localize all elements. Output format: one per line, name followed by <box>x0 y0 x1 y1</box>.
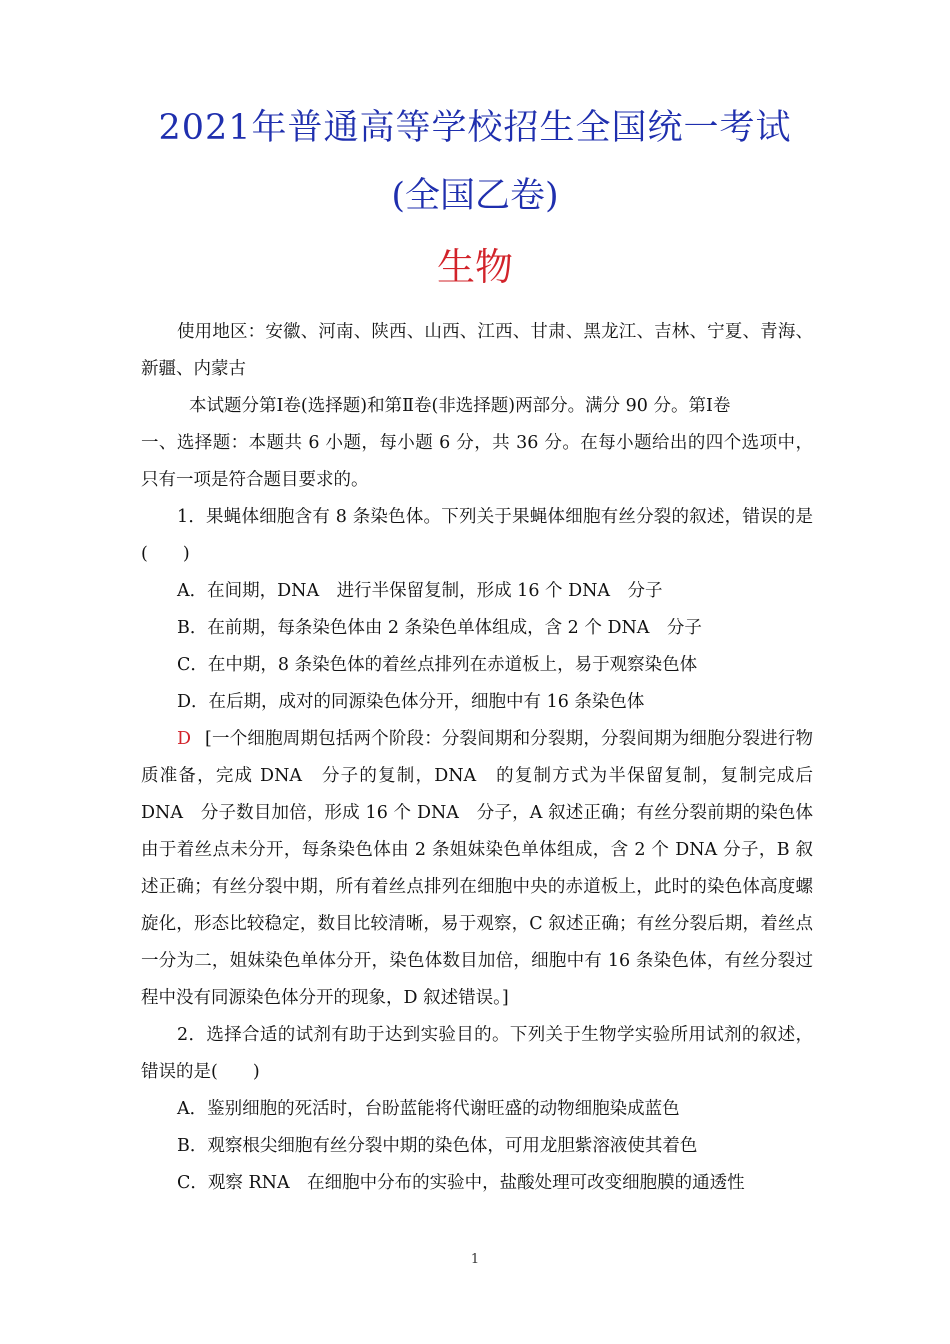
document-body <box>141 314 813 1202</box>
subject-title: 生物 <box>436 245 513 289</box>
question-1-option-d: D．在后期，成对的同源染色体分开，细胞中有 16 条染色体 <box>177 692 645 712</box>
question-1-answer-block <box>141 721 813 1017</box>
question-1-option-b: B．在前期，每条染色体由 2 条染色单体组成，含 2 个 DNA 分子 <box>177 618 702 638</box>
question-1-option-c: C．在中期，8 条染色体的着丝点排列在赤道板上，易于观察染色体 <box>177 655 698 675</box>
question-2-stem: 2．选择合适的试剂有助于达到实验目的。下列关于生物学实验所用试剂的叙述，错误的是( ) <box>141 1025 813 1082</box>
document-subtitle: (全国乙卷) <box>391 176 559 216</box>
question-1-option-a: A．在间期，DNA 进行半保留复制，形成 16 个 DNA 分子 <box>177 581 663 601</box>
question-1-explanation: [一个细胞周期包括两个阶段：分裂间期和分裂期，分裂间期为细胞分裂进行物质准备，完成 DNA 分子的复制，DNA 的复制方式为半保留复制，复制完成后 DNA 分子数目加倍，形成 16 个 DNA 分子，A 叙述正确；有丝分裂前期的染色体由于着丝点未分开，每条染色体由 2 条姐妹染色单体组成，含 2 个 DNA 分子，B 叙述正确；有丝分裂中期，所有着丝点排列在细胞中央的赤道板上，此时的染色体高度螺旋化，形态比较稳定，数目比较清晰，易于观察，C 叙述正确；有丝分裂后期，着丝点一分为二，姐妹染色单体分开，染色体数目加倍，细胞中有 16 条染色体，有丝分裂过程中没有同源染色体分开的现象，D 叙述错误。] <box>141 729 813 1008</box>
question-1-answer: D <box>177 729 192 749</box>
document-title: 2021年普通高等学校招生全国统一考试 <box>158 108 792 148</box>
page-number: 1 <box>470 1252 480 1267</box>
question-2-option-b: B．观察根尖细胞有丝分裂中期的染色体，可用龙胆紫溶液使其着色 <box>177 1136 698 1156</box>
section-heading: 一、选择题：本题共 6 小题，每小题 6 分，共 36 分。在每小题给出的四个选项中，只有一项是符合题目要求的。 <box>141 433 813 490</box>
question-1-stem: 1．果蝇体细胞含有 8 条染色体。下列关于果蝇体细胞有丝分裂的叙述，错误的是( ) <box>141 507 813 564</box>
regions-text: 使用地区：安徽、河南、陕西、山西、江西、甘肃、黑龙江、吉林、宁夏、青海、新疆、内蒙古 <box>141 322 813 379</box>
question-2-option-c: C．观察 RNA 在细胞中分布的实验中，盐酸处理可改变细胞膜的通透性 <box>177 1173 745 1193</box>
question-2-option-a: A．鉴别细胞的死活时，台盼蓝能将代谢旺盛的动物细胞染成蓝色 <box>177 1099 680 1119</box>
structure-text: 本试题分第Ⅰ卷(选择题)和第Ⅱ卷(非选择题)两部分。满分 90 分。第Ⅰ卷 <box>189 396 731 416</box>
